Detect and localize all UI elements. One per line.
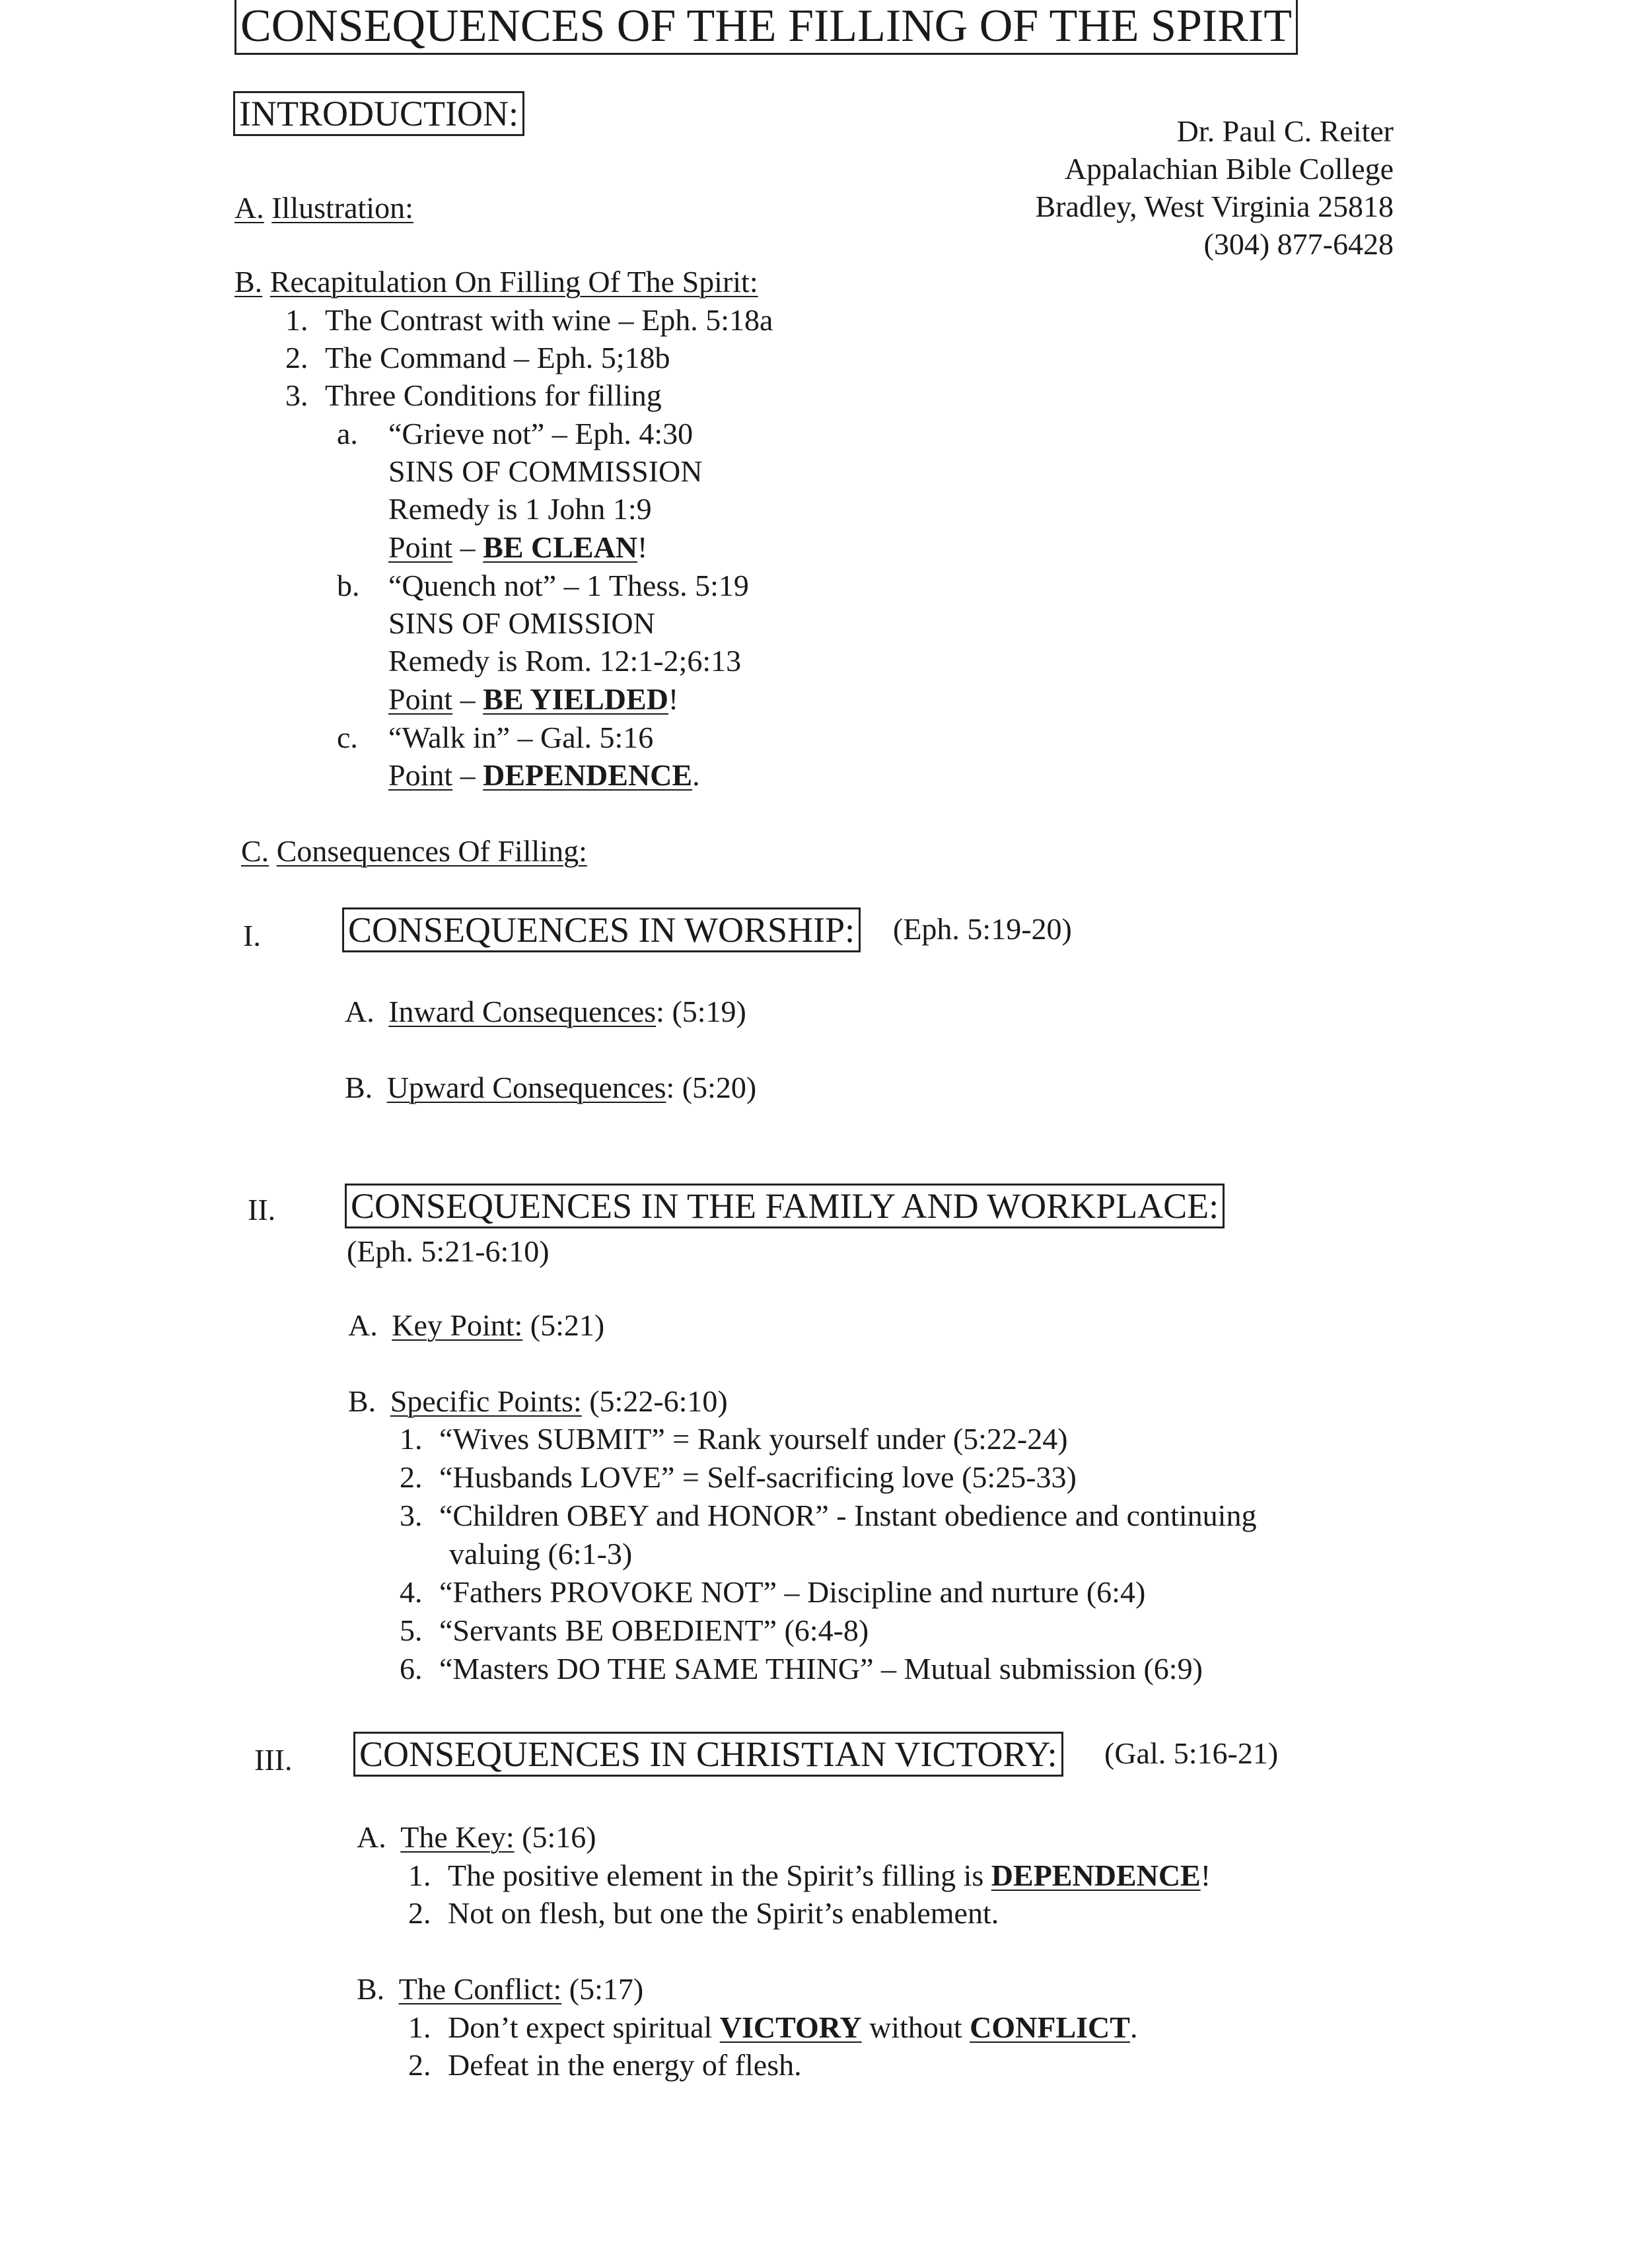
author-location: Bradley, West Virginia 25818 <box>1035 190 1394 223</box>
item-number: 4. <box>400 1575 423 1609</box>
author-college: Appalachian Bible College <box>1064 152 1394 186</box>
condition-b-point <box>388 682 678 717</box>
item-number: 3. <box>400 1499 423 1532</box>
item-ref: (5:21) <box>522 1308 605 1342</box>
list-item <box>400 1421 1068 1456</box>
item-text: “Fathers PROVOKE NOT” – Discipline and nurture (6:4) <box>439 1575 1146 1609</box>
list-item <box>408 1858 1211 1893</box>
item-label: Consequences Of Filling: <box>276 834 587 868</box>
item-key: CONFLICT <box>970 2010 1130 2044</box>
item-text: The Contrast with wine – Eph. 5:18a <box>325 303 773 337</box>
item-number: 6. <box>400 1652 423 1685</box>
introduction-heading: INTRODUCTION: <box>233 91 524 136</box>
item-mid: without <box>861 2010 970 2044</box>
item-number: 1. <box>408 2010 431 2044</box>
item-letter: A. <box>357 1820 386 1854</box>
list-item <box>408 2047 802 2082</box>
section-three-item-b <box>357 1971 643 2006</box>
list-item <box>285 378 662 413</box>
section-two-ref: (Eph. 5:21-6:10) <box>347 1234 550 1268</box>
list-item <box>408 2010 1137 2045</box>
item-letter: B. <box>348 1384 376 1418</box>
item-key: DEPENDENCE <box>991 1859 1201 1892</box>
item-label: Recapitulation On Filling Of The Spirit: <box>269 265 758 299</box>
section-two-heading: CONSEQUENCES IN THE FAMILY AND WORKPLACE: <box>345 1184 1225 1228</box>
point-dash: – <box>452 758 483 792</box>
author-name: Dr. Paul C. Reiter <box>1176 114 1394 148</box>
section-two-numeral: II. <box>248 1193 276 1226</box>
item-letter: B. <box>357 1972 385 2006</box>
item-letter: A. <box>345 995 374 1028</box>
section-one-heading: CONSEQUENCES IN WORSHIP: <box>342 907 861 952</box>
item-text: Defeat in the energy of flesh. <box>448 2048 802 2082</box>
item-ref: : (5:19) <box>656 995 746 1028</box>
item-text: Three Conditions for filling <box>325 378 662 412</box>
point-end: . <box>692 758 700 792</box>
list-item <box>408 1896 999 1931</box>
item-label: Specific Points: <box>390 1384 582 1418</box>
section-one-ref: (Eph. 5:19-20) <box>893 912 1072 946</box>
item-label: Inward Consequences <box>388 995 657 1028</box>
page-title: CONSEQUENCES OF THE FILLING OF THE SPIRIT <box>234 0 1298 55</box>
item-letter: B. <box>345 1071 373 1104</box>
item-text: The positive element in the Spirit’s filling is <box>448 1859 991 1892</box>
condition-c-title: “Walk in” – Gal. 5:16 <box>388 721 654 754</box>
point-key: BE CLEAN <box>483 530 638 564</box>
item-key: VICTORY <box>719 2010 862 2044</box>
item-text: Not on flesh, but one the Spirit’s enablement. <box>448 1896 999 1930</box>
item-end: . <box>1129 2010 1138 2044</box>
list-item <box>285 302 773 337</box>
item-text: “Wives SUBMIT” = Rank yourself under (5:22-24) <box>439 1422 1068 1456</box>
list-item <box>400 1498 1256 1533</box>
item-number: 2. <box>285 341 308 374</box>
item-label: Upward Consequences <box>386 1071 666 1104</box>
item-text: “Husbands LOVE” = Self-sacrificing love (5:25-33) <box>439 1460 1077 1494</box>
intro-item-b <box>234 264 758 299</box>
item-ref: (5:17) <box>561 1972 644 2006</box>
condition-b-letter: b. <box>337 569 360 602</box>
point-end: ! <box>637 530 648 564</box>
item-label: Key Point: <box>392 1308 523 1342</box>
list-item <box>400 1613 869 1648</box>
point-label: Point <box>388 682 453 716</box>
section-three-numeral: III. <box>254 1743 293 1777</box>
condition-a-remedy: Remedy is 1 John 1:9 <box>388 492 652 526</box>
section-three-ref: (Gal. 5:16-21) <box>1104 1736 1279 1770</box>
item-number: 5. <box>400 1613 423 1647</box>
item-text: “Children OBEY and HONOR” - Instant obedience and continuing <box>439 1499 1257 1532</box>
item-label: The Key: <box>400 1820 515 1854</box>
intro-item-c <box>241 833 587 868</box>
list-item <box>400 1651 1203 1686</box>
item-letter: A. <box>234 191 264 225</box>
item-label: Illustration: <box>271 191 413 225</box>
item-end: ! <box>1200 1859 1211 1892</box>
item-number: 2. <box>400 1460 423 1494</box>
condition-b-sins: SINS OF OMISSION <box>388 606 655 640</box>
item-text: The Command – Eph. 5;18b <box>325 341 670 374</box>
item-number: 2. <box>408 2048 431 2082</box>
condition-b-remedy: Remedy is Rom. 12:1-2;6:13 <box>388 644 742 678</box>
item-number: 1. <box>408 1859 431 1892</box>
item-number: 1. <box>400 1422 423 1456</box>
point-dash: – <box>452 530 483 564</box>
list-item <box>400 1460 1077 1495</box>
condition-c-point <box>388 758 700 793</box>
point-key: DEPENDENCE <box>483 758 693 792</box>
item-text: “Masters DO THE SAME THING” – Mutual submission (6:9) <box>439 1652 1203 1685</box>
list-item-continuation: valuing (6:1-3) <box>449 1537 633 1571</box>
condition-b-title: “Quench not” – 1 Thess. 5:19 <box>388 569 749 602</box>
item-text: Don’t expect spiritual <box>448 2010 720 2044</box>
item-number: 3. <box>285 378 308 412</box>
point-key: BE YIELDED <box>483 682 668 716</box>
item-ref: (5:22-6:10) <box>581 1384 728 1418</box>
item-text: “Servants BE OBEDIENT” (6:4-8) <box>439 1613 869 1647</box>
item-number: 1. <box>285 303 308 337</box>
section-one-item-b <box>345 1070 756 1105</box>
condition-a-letter: a. <box>337 417 358 450</box>
section-two-item-a <box>348 1308 604 1343</box>
item-letter: C. <box>241 834 269 868</box>
section-three-heading: CONSEQUENCES IN CHRISTIAN VICTORY: <box>353 1732 1063 1777</box>
item-label: The Conflict: <box>398 1972 562 2006</box>
list-item <box>400 1575 1145 1610</box>
point-dash: – <box>452 682 483 716</box>
list-item <box>285 340 670 375</box>
item-number: 2. <box>408 1896 431 1930</box>
condition-a-sins: SINS OF COMMISSION <box>388 454 703 488</box>
section-two-item-b <box>348 1384 728 1419</box>
point-end: ! <box>668 682 679 716</box>
item-letter: A. <box>348 1308 378 1342</box>
intro-item-a <box>234 190 413 225</box>
section-one-item-a <box>345 994 746 1029</box>
condition-c-letter: c. <box>337 721 358 754</box>
item-ref: (5:16) <box>514 1820 596 1854</box>
point-label: Point <box>388 758 453 792</box>
item-ref: : (5:20) <box>666 1071 757 1104</box>
author-phone: (304) 877-6428 <box>1203 227 1394 261</box>
condition-a-title: “Grieve not” – Eph. 4:30 <box>388 417 694 450</box>
point-label: Point <box>388 530 453 564</box>
section-three-item-a <box>357 1820 596 1855</box>
condition-a-point <box>388 530 647 565</box>
item-letter: B. <box>234 265 263 299</box>
section-one-numeral: I. <box>243 919 261 952</box>
